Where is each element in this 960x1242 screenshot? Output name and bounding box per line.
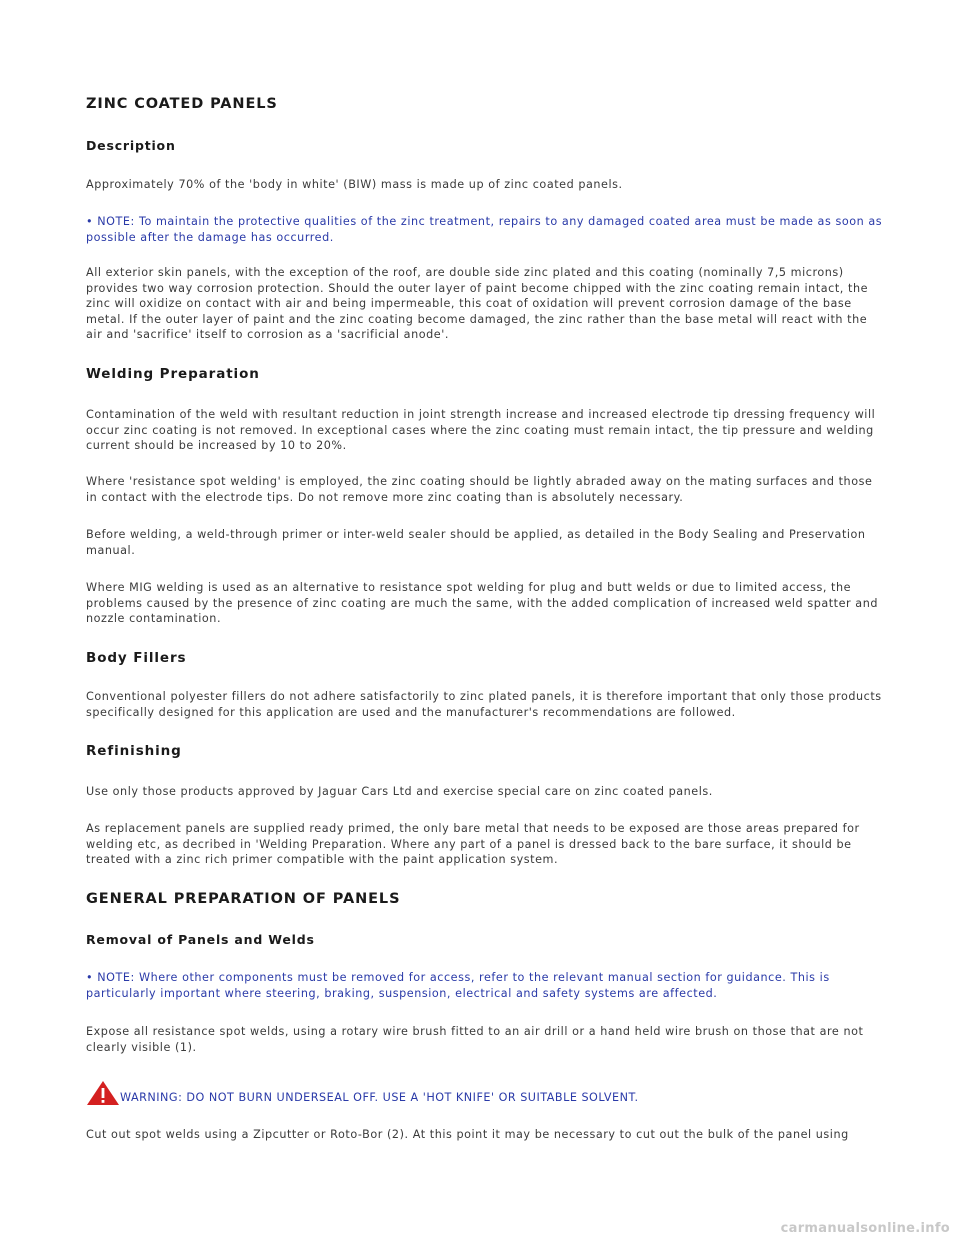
site-watermark: carmanualsonline.info xyxy=(780,1221,950,1236)
note-component-removal: • NOTE: Where other components must be removed for access, refer to the relevant manual section for guidance. This is particularly important where steering, braking, suspension, electrical and safety systems are affected. xyxy=(86,971,830,1000)
paragraph-expose-spot-welds: Expose all resistance spot welds, using a rotary wire brush fitted to an air drill or a hand held wire brush on those that are not clearly visible (1). xyxy=(86,1025,864,1054)
section-title-general-preparation: GENERAL PREPARATION OF PANELS xyxy=(86,891,401,907)
section-title-zinc-coated-panels: ZINC COATED PANELS xyxy=(86,96,278,112)
warning-row xyxy=(86,1080,639,1106)
paragraph-polyester-fillers: Conventional polyester fillers do not adhere satisfactorily to zinc plated panels, it is therefore important that only those products specifically designed for this application are used and the manufacturer's recommendations are followed. xyxy=(86,690,882,719)
paragraph-exterior-panels: All exterior skin panels, with the exception of the roof, are double side zinc plated and this coating (nominally 7,5 microns) provides two way corrosion protection. Should the outer layer of paint become chipped with the zinc coating remain intact, the zinc will oxidize on contact with air and being impermeable, this coat of oxidation will prevent corrosion damage of the base metal. If the outer layer of paint and the zinc coating become damaged, the zinc rather than the base metal will react with the air and 'sacrifice' itself to corrosion as a 'sacrificial anode'. xyxy=(86,266,869,341)
heading-refinishing: Refinishing xyxy=(86,743,182,759)
paragraph-resistance-spot-welding: Where 'resistance spot welding' is employed, the zinc coating should be lightly abraded away on the mating surfaces and those in contact with the electrode tips. Do not remove more zinc coating than is absolutely necessary. xyxy=(86,475,873,504)
note-zinc-repair: • NOTE: To maintain the protective qualities of the zinc treatment, repairs to any damaged coated area must be made as soon as possible after the damage has occurred. xyxy=(86,215,883,244)
paragraph-weld-through-primer: Before welding, a weld-through primer or inter-weld sealer should be applied, as detailed in the Body Sealing and Preservation manual. xyxy=(86,528,866,557)
paragraph-zinc-mass: Approximately 70% of the 'body in white' (BIW) mass is made up of zinc coated panels. xyxy=(86,178,623,191)
subheading-description: Description xyxy=(86,138,176,153)
paragraph-approved-products: Use only those products approved by Jaguar Cars Ltd and exercise special care on zinc coated panels. xyxy=(86,785,713,798)
warning-text: WARNING: DO NOT BURN UNDERSEAL OFF. USE A 'HOT KNIFE' OR SUITABLE SOLVENT. xyxy=(120,1091,639,1104)
warning-triangle-icon xyxy=(86,1080,120,1106)
paragraph-weld-contamination: Contamination of the weld with resultant reduction in joint strength increase and increased electrode tip dressing frequency will occur zinc coating is not removed. In exceptional cases where the zinc coating must remain intact, the tip pressure and welding current should be increased by 10 to 20%. xyxy=(86,408,876,452)
heading-welding-preparation: Welding Preparation xyxy=(86,366,260,382)
subheading-removal-of-panels: Removal of Panels and Welds xyxy=(86,932,315,947)
paragraph-replacement-panels: As replacement panels are supplied ready primed, the only bare metal that needs to be exposed are those areas prepared for welding etc, as decribed in 'Welding Preparation. Where any part of a panel is dressed back to the bare surface, it should be treated with a zinc rich primer compatible with the paint application system. xyxy=(86,822,860,866)
heading-body-fillers: Body Fillers xyxy=(86,650,187,666)
paragraph-cut-out-spot-welds: Cut out spot welds using a Zipcutter or Roto-Bor (2). At this point it may be necessary to cut out the bulk of the panel using xyxy=(86,1128,849,1141)
paragraph-mig-welding: Where MIG welding is used as an alternative to resistance spot welding for plug and butt welds or due to limited access, the problems caused by the presence of zinc coating are much the same, with the added complication of increased weld spatter and nozzle contamination. xyxy=(86,581,879,625)
